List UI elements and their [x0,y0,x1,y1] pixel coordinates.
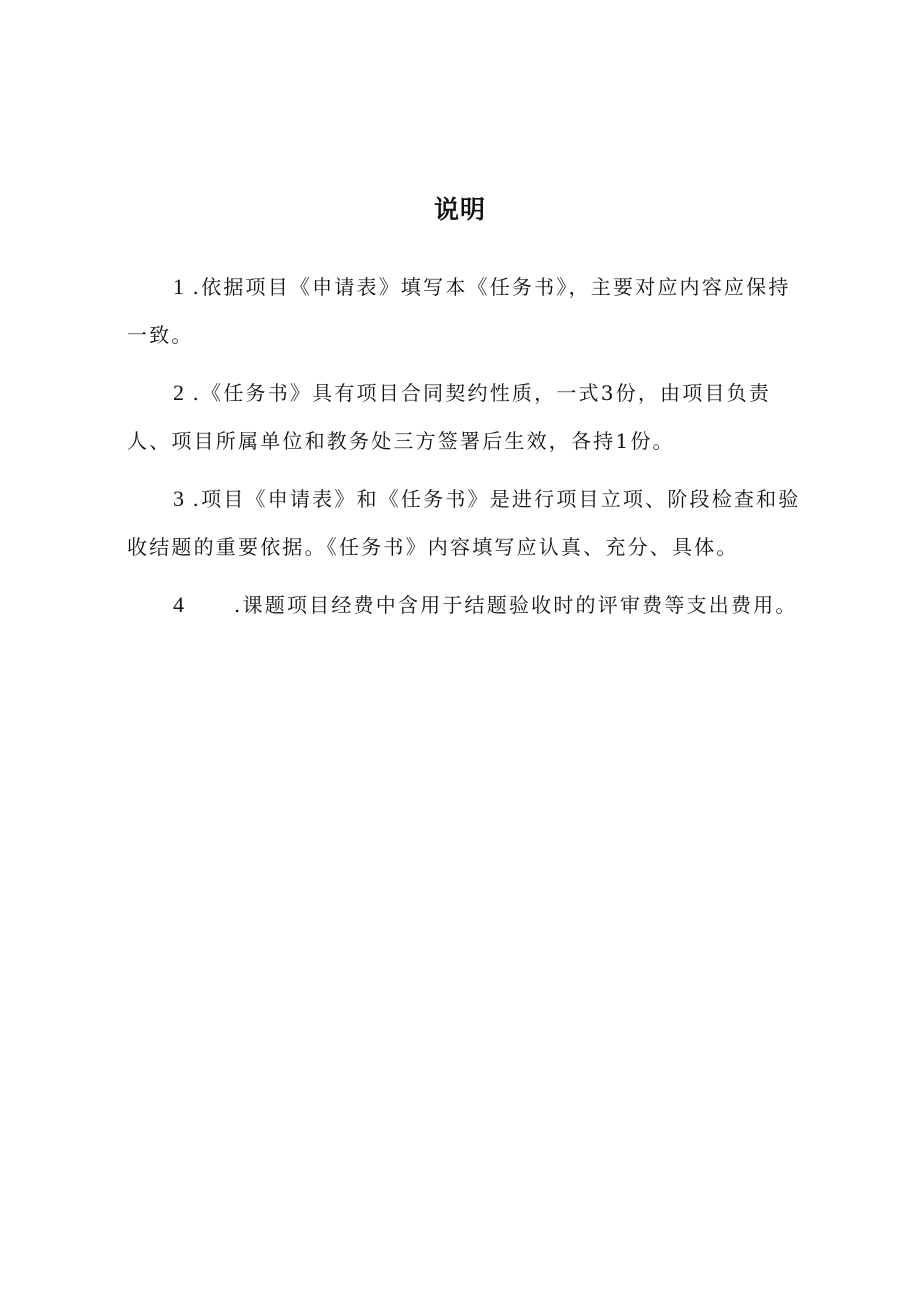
instruction-item-2 [127,369,812,465]
item-text: .项目《申请表》和《任务书》是进行项目立项、阶段检查和验收结题的重要依据。《任务书》内容填写应认真、充分、具体。 [127,487,801,559]
item-number: 3 [173,486,184,511]
instruction-list [127,263,812,629]
item-number: 2 [173,380,184,405]
instruction-item-1 [127,263,812,359]
item-text: .依据项目《申请表》填写本《任务书》，主要对应内容应保持一致。 [127,275,791,347]
instruction-item-3 [127,475,812,571]
instruction-item-4 [127,581,812,629]
item-number: 1 [173,274,184,299]
page-title: 说明 [433,195,486,224]
item-text: .课题项目经费中含用于结题验收时的评审费等支出费用。 [234,593,798,617]
item-number: 4 [173,592,184,617]
item-text: .《任务书》具有项目合同契约性质，一式3份，由项目负责人、项目所属单位和教务处三方签署后生效，各持1份。 [127,381,772,453]
